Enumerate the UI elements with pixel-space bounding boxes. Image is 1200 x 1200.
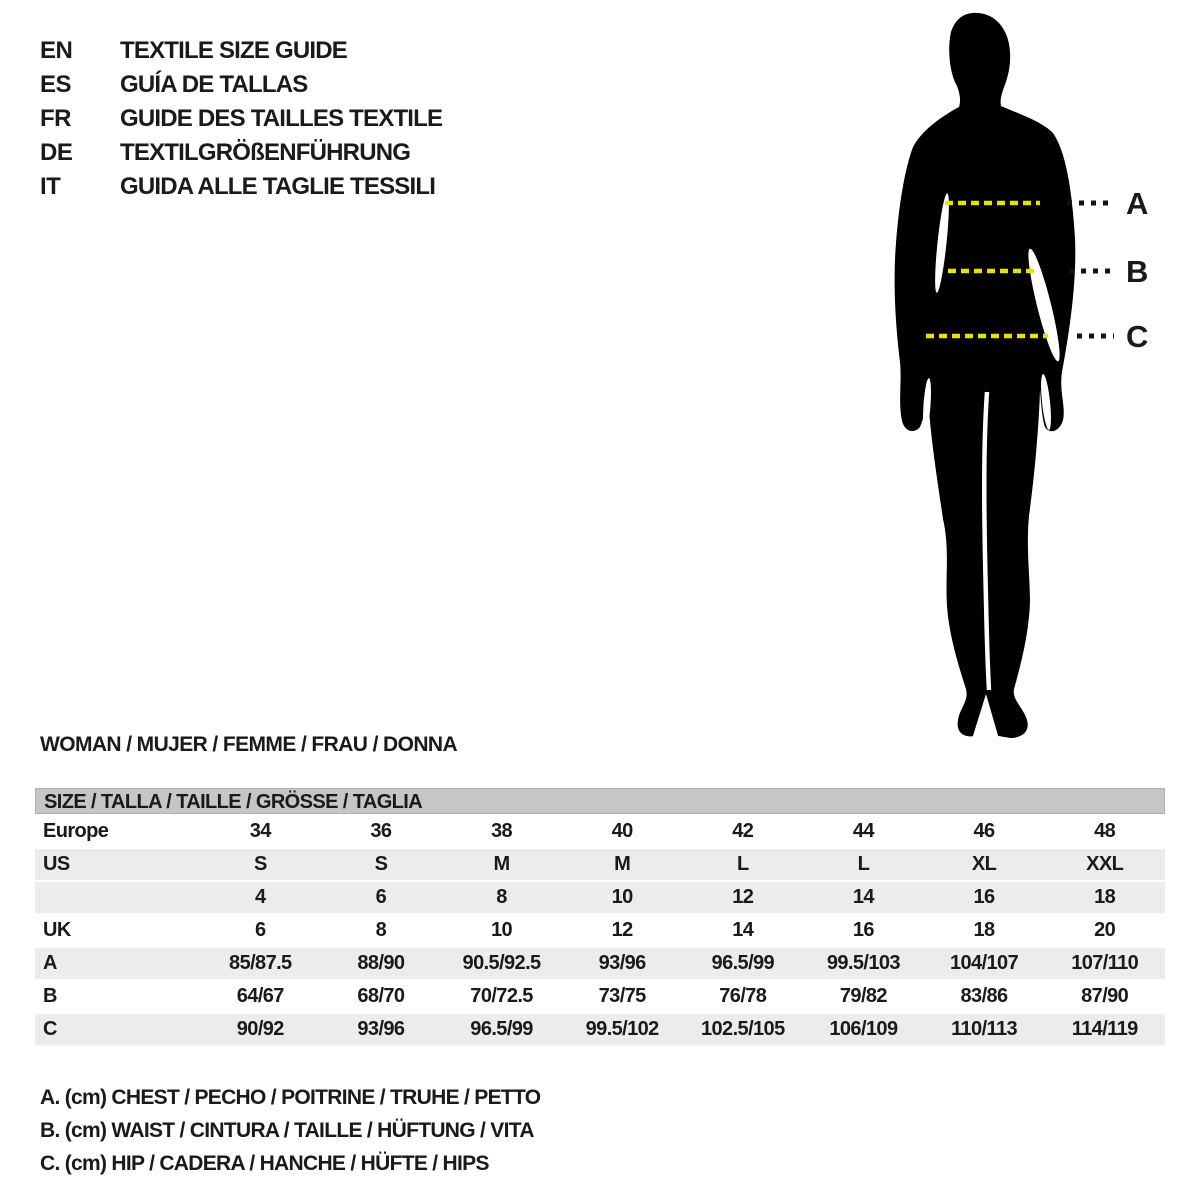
table-cell: 102.5/105 [701,1018,785,1040]
row-label: B [43,985,57,1007]
legend-line: C. (cm) HIP / CADERA / HANCHE / HÜFTE / HIPS [40,1152,489,1175]
size-table-header: SIZE / TALLA / TAILLE / GRÖSSE / TAGLIA [35,788,1165,814]
measure-label-chest: A [1126,186,1149,221]
table-cell: S [374,853,388,875]
table-cell: 18 [1094,886,1116,908]
table-cell: 79/82 [839,985,887,1007]
language-label: TEXTILE SIZE GUIDE [120,37,347,64]
section-title-woman: WOMAN / MUJER / FEMME / FRAU / DONNA [40,733,458,756]
table-cell: M [493,853,510,875]
language-label: TEXTILGRÖßENFÜHRUNG [120,139,411,166]
table-cell: 68/70 [357,985,405,1007]
table-cell: 16 [973,886,995,908]
table-row [35,915,1165,946]
table-row [35,981,1165,1012]
row-label: Europe [43,820,109,842]
language-row [40,170,442,204]
table-cell: 12 [611,919,633,941]
table-cell: 76/78 [719,985,767,1007]
language-row [40,68,442,102]
table-cell: 99.5/103 [826,952,900,974]
table-cell: 36 [370,820,392,842]
measurement-legend [40,1086,540,1185]
table-cell: 107/110 [1071,952,1139,974]
row-label: A [43,952,57,974]
table-cell: 114/119 [1071,1018,1138,1040]
language-row [40,34,442,68]
table-cell: 20 [1094,919,1116,941]
table-cell: 93/96 [357,1018,405,1040]
table-cell: 46 [973,820,995,842]
table-cell: 40 [611,820,633,842]
table-cell: 96.5/99 [470,1018,533,1040]
table-cell: 38 [491,820,513,842]
table-cell: M [614,853,631,875]
figure-area [860,0,1170,760]
table-cell: 18 [973,919,995,941]
language-code: ES [40,71,72,98]
table-cell: 64/67 [236,985,284,1007]
table-cell: L [857,853,870,875]
table-cell: 10 [491,919,513,941]
table-cell: 14 [852,886,874,908]
row-label: US [43,853,70,875]
table-cell: 110/113 [951,1018,1017,1040]
table-cell: 16 [852,919,874,941]
table-cell: 4 [255,886,266,908]
language-code: IT [40,173,61,200]
table-row [35,882,1165,913]
language-label: GUIDE DES TAILLES TEXTILE [120,105,443,132]
table-cell: 90.5/92.5 [462,952,541,974]
table-cell: 14 [732,919,754,941]
table-cell: 8 [496,886,507,908]
table-row [35,816,1165,847]
table-cell: 48 [1094,820,1116,842]
table-cell: 34 [249,820,271,842]
language-code: DE [40,139,73,166]
table-cell: 99.5/102 [585,1018,659,1040]
table-cell: 104/107 [950,952,1019,974]
legend-line: B. (cm) WAIST / CINTURA / TAILLE / HÜFTUNG / VITA [40,1119,534,1142]
size-table [35,788,1165,1047]
table-cell: XXL [1086,853,1124,875]
table-cell: S [253,853,267,875]
table-cell: 8 [375,919,387,941]
table-cell: 73/75 [598,985,646,1007]
table-cell: 93/96 [598,952,646,974]
row-label: C [43,1018,57,1040]
table-cell: 10 [611,886,633,908]
legend-line: A. (cm) CHEST / PECHO / POITRINE / TRUHE / PETTO [40,1086,541,1109]
table-cell: 12 [732,886,754,908]
language-guide [40,34,442,204]
woman-figure-svg [860,0,1170,760]
table-cell: 44 [852,820,874,842]
measure-label-waist: B [1126,254,1149,289]
measure-label-hip: C [1126,319,1149,354]
table-cell: 106/109 [829,1018,898,1040]
size-table-body [35,816,1165,1045]
table-cell: 88/90 [357,952,405,974]
table-cell: XL [971,853,997,875]
language-label: GUÍA DE TALLAS [120,71,308,98]
row-label: UK [43,919,71,941]
table-row [35,948,1165,979]
table-row [35,1014,1165,1045]
table-cell: 42 [732,820,754,842]
table-row [35,849,1165,880]
table-cell: 83/86 [960,985,1008,1007]
table-cell: 70/72.5 [470,985,533,1007]
table-cell: 90/92 [236,1018,284,1040]
table-cell: 6 [375,886,387,908]
language-label: GUIDA ALLE TAGLIE TESSILI [120,173,436,200]
language-row [40,102,442,136]
table-cell: 87/90 [1081,985,1129,1007]
table-cell: 96.5/99 [711,952,775,974]
language-code: FR [40,105,71,132]
table-cell: L [737,853,749,875]
table-cell: 85/87.5 [229,952,292,974]
language-code: EN [40,37,73,64]
language-row [40,136,442,170]
table-cell: 6 [255,919,266,941]
